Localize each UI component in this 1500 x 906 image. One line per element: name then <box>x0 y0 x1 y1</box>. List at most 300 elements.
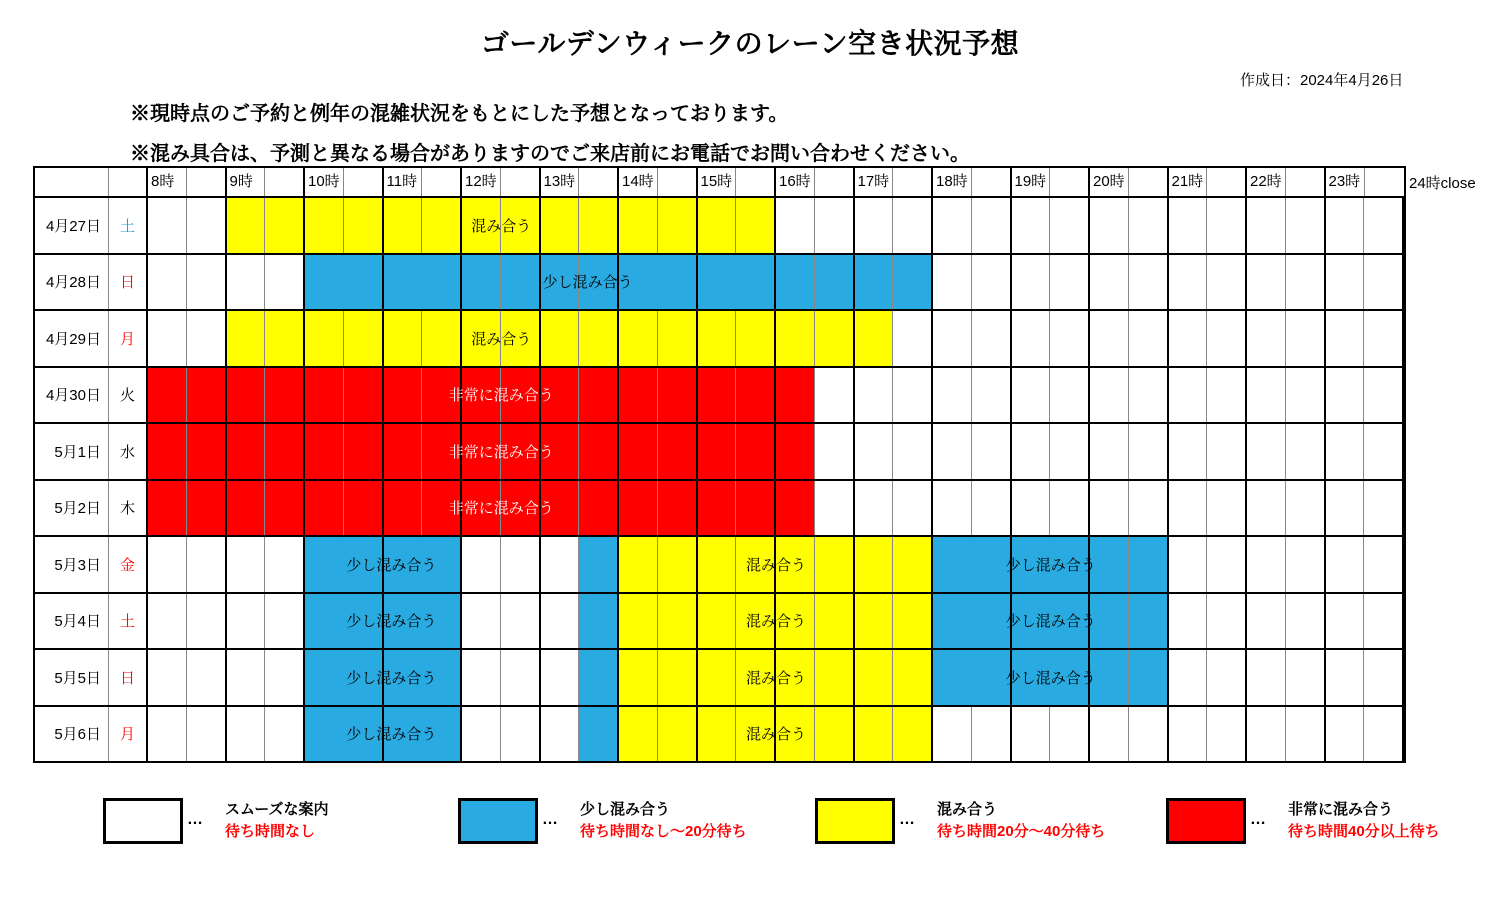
slot-cell <box>1090 424 1129 479</box>
slot-cell <box>1169 650 1208 705</box>
slot-cell <box>148 594 187 649</box>
slot-cell <box>1286 650 1326 705</box>
legend-level-label: 少し混み合う <box>580 801 671 818</box>
hour-label: 9時 <box>229 173 253 190</box>
hour-half-cell <box>893 168 933 196</box>
hour-column <box>541 168 620 196</box>
row-track <box>148 481 1404 536</box>
slot-cell <box>815 424 855 479</box>
date-label: 5月1日 <box>35 424 109 479</box>
legend-dots: … <box>1250 811 1267 828</box>
slot-cell <box>1286 424 1326 479</box>
legend-wait-label: 待ち時間なし～20分待ち <box>580 823 747 840</box>
slot-cell <box>855 650 894 705</box>
slot-cell <box>933 198 972 253</box>
hour-label: 18時 <box>936 173 968 190</box>
hour-half-cell <box>305 168 344 196</box>
segment-label: 少し混み合う <box>346 669 437 687</box>
slot-cell <box>148 368 187 423</box>
slot-cell <box>1012 255 1051 310</box>
slot-cell <box>1050 481 1090 536</box>
slot-cell <box>1247 707 1286 762</box>
slot-cell <box>384 255 423 310</box>
slot-cell <box>1247 311 1286 366</box>
slot-cell <box>148 707 187 762</box>
slot-cell <box>541 650 580 705</box>
hour-column <box>384 168 463 196</box>
slot-cell <box>1247 424 1286 479</box>
slot-cell <box>579 707 619 762</box>
slot-cell <box>658 707 698 762</box>
slot-cell <box>855 707 894 762</box>
slot-cell <box>1090 311 1129 366</box>
segment-label: 少し混み合う <box>1005 556 1096 574</box>
slot-cell <box>1207 255 1247 310</box>
hour-half-cell <box>541 168 580 196</box>
slot-cell <box>1129 481 1169 536</box>
slot-cell <box>344 255 384 310</box>
slot-cell <box>855 255 894 310</box>
slot-cell <box>265 537 305 592</box>
day-label: 月 <box>109 707 148 762</box>
hour-column <box>933 168 1012 196</box>
day-label: 月 <box>109 311 148 366</box>
slot-cell <box>501 707 541 762</box>
slot-cell <box>815 198 855 253</box>
legend-swatch-blue <box>458 798 538 844</box>
slot-cell <box>815 594 855 649</box>
slot-cell <box>1286 594 1326 649</box>
slot-cell <box>855 537 894 592</box>
legend-dots: … <box>542 811 559 828</box>
hour-half-cell <box>658 168 698 196</box>
slot-cell <box>658 368 698 423</box>
hour-column <box>855 168 934 196</box>
slot-cell <box>776 424 815 479</box>
day-label: 土 <box>109 198 148 253</box>
slot-cell <box>972 707 1012 762</box>
legend-swatch-white <box>103 798 183 844</box>
slot-cell <box>227 650 266 705</box>
slot-cell <box>736 255 776 310</box>
row-track <box>148 311 1404 366</box>
slot-cell <box>1326 368 1365 423</box>
slot-cell <box>698 707 737 762</box>
day-label: 土 <box>109 594 148 649</box>
hour-column <box>1326 168 1405 196</box>
slot-cell <box>187 537 227 592</box>
slot-cell <box>187 481 227 536</box>
slot-cell <box>698 537 737 592</box>
hour-half-cell <box>148 168 187 196</box>
slot-cell <box>776 368 815 423</box>
hour-half-cell <box>1090 168 1129 196</box>
slot-cell <box>1169 537 1208 592</box>
slot-cell <box>541 198 580 253</box>
slot-cell <box>1207 537 1247 592</box>
slot-cell <box>1364 650 1404 705</box>
slot-cell <box>462 650 501 705</box>
slot-cell <box>933 368 972 423</box>
slot-cell <box>1129 537 1169 592</box>
slot-cell <box>893 707 933 762</box>
slot-cell <box>265 198 305 253</box>
hour-half-cell <box>579 168 619 196</box>
hour-column <box>698 168 777 196</box>
slot-cell <box>658 255 698 310</box>
slot-cell <box>972 481 1012 536</box>
slot-cell <box>1326 311 1365 366</box>
hour-half-cell <box>344 168 384 196</box>
hour-label: 17時 <box>857 173 890 190</box>
slot-cell <box>1286 368 1326 423</box>
segment-label: 混み合う <box>745 726 807 744</box>
slot-cell <box>579 311 619 366</box>
slot-cell <box>658 650 698 705</box>
slot-cell <box>736 311 776 366</box>
slot-cell <box>893 537 933 592</box>
schedule-row <box>35 650 1404 707</box>
slot-cell <box>384 368 423 423</box>
slot-cell <box>344 481 384 536</box>
hour-half-cell <box>187 168 227 196</box>
slot-cell <box>736 368 776 423</box>
hour-label: 15時 <box>700 173 733 190</box>
hour-half-cell <box>227 168 266 196</box>
schedule-row <box>35 198 1404 255</box>
hour-label: 11時 <box>386 173 418 190</box>
day-label: 火 <box>109 368 148 423</box>
slot-cell <box>1169 707 1208 762</box>
slot-cell <box>1326 198 1365 253</box>
slot-cell <box>1286 707 1326 762</box>
slot-cell <box>1129 594 1169 649</box>
hour-column <box>1012 168 1091 196</box>
slot-cell <box>384 198 423 253</box>
slot-cell <box>815 537 855 592</box>
slot-cell <box>579 594 619 649</box>
slot-cell <box>187 707 227 762</box>
slot-cell <box>1169 368 1208 423</box>
hour-half-cell <box>776 168 815 196</box>
hour-label: 12時 <box>465 173 497 190</box>
slot-cell <box>227 311 266 366</box>
day-label: 日 <box>109 255 148 310</box>
slot-cell <box>893 650 933 705</box>
hour-column <box>1169 168 1248 196</box>
hour-label: 21時 <box>1171 173 1204 190</box>
slot-cell <box>579 368 619 423</box>
hour-label: 19時 <box>1014 173 1047 190</box>
schedule-row <box>35 481 1404 538</box>
slot-cell <box>462 537 501 592</box>
slot-cell <box>619 481 658 536</box>
slot-cell <box>1050 424 1090 479</box>
slot-cell <box>265 650 305 705</box>
slot-cell <box>1326 424 1365 479</box>
date-label: 4月27日 <box>35 198 109 253</box>
slot-cell <box>579 424 619 479</box>
slot-cell <box>698 650 737 705</box>
slot-cell <box>619 198 658 253</box>
slot-cell <box>462 594 501 649</box>
slot-cell <box>1012 424 1051 479</box>
slot-cell <box>1247 537 1286 592</box>
legend-wait-label: 待ち時間40分以上待ち <box>1288 823 1440 840</box>
slot-cell <box>187 198 227 253</box>
slot-cell <box>1050 368 1090 423</box>
row-track <box>148 368 1404 423</box>
slot-cell <box>501 594 541 649</box>
date-label: 5月4日 <box>35 594 109 649</box>
slot-cell <box>1247 255 1286 310</box>
slot-cell <box>1247 594 1286 649</box>
slot-cell <box>1326 650 1365 705</box>
segment-label: 混み合う <box>745 556 807 574</box>
slot-cell <box>227 255 266 310</box>
slot-cell <box>1286 255 1326 310</box>
hour-column <box>776 168 855 196</box>
slot-cell <box>227 707 266 762</box>
slot-cell <box>933 537 972 592</box>
legend-item-blue <box>458 797 798 852</box>
slot-cell <box>187 368 227 423</box>
slot-cell <box>265 424 305 479</box>
legend-item-yellow <box>815 797 1155 852</box>
slot-cell <box>776 255 815 310</box>
slot-cell <box>933 594 972 649</box>
slot-cell <box>736 481 776 536</box>
hour-label: 10時 <box>308 173 340 190</box>
slot-cell <box>265 311 305 366</box>
slot-cell <box>1326 537 1365 592</box>
slot-cell <box>1207 311 1247 366</box>
slot-cell <box>698 481 737 536</box>
slot-cell <box>344 198 384 253</box>
hour-half-cell <box>422 168 462 196</box>
slot-cell <box>698 368 737 423</box>
hour-column <box>1090 168 1169 196</box>
hour-half-cell <box>815 168 855 196</box>
date-label: 5月2日 <box>35 481 109 536</box>
slot-cell <box>1326 594 1365 649</box>
schedule-row <box>35 368 1404 425</box>
slot-cell <box>893 481 933 536</box>
slot-cell <box>1326 707 1365 762</box>
slot-cell <box>344 311 384 366</box>
slot-cell <box>265 255 305 310</box>
hour-half-cell <box>1129 168 1169 196</box>
slot-cell <box>187 594 227 649</box>
slot-cell <box>1364 481 1404 536</box>
slot-cell <box>815 368 855 423</box>
hour-header-row <box>35 168 1404 198</box>
slot-cell <box>1129 707 1169 762</box>
date-label: 5月6日 <box>35 707 109 762</box>
slot-cell <box>1326 255 1365 310</box>
row-track <box>148 424 1404 479</box>
segment-label: 少し混み合う <box>346 726 437 744</box>
slot-cell <box>1364 311 1404 366</box>
slot-cell <box>1169 424 1208 479</box>
slot-cell <box>305 311 344 366</box>
hour-half-cell <box>1286 168 1326 196</box>
day-label: 日 <box>109 650 148 705</box>
row-track <box>148 594 1404 649</box>
slot-cell <box>933 481 972 536</box>
slot-cell <box>1207 424 1247 479</box>
date-label: 5月3日 <box>35 537 109 592</box>
slot-cell <box>1012 198 1051 253</box>
date-label: 4月29日 <box>35 311 109 366</box>
slot-cell <box>148 537 187 592</box>
slot-cell <box>1050 707 1090 762</box>
slot-cell <box>305 650 344 705</box>
segment-label: 混み合う <box>745 613 807 631</box>
slot-cell <box>305 707 344 762</box>
schedule-row <box>35 311 1404 368</box>
slot-cell <box>1090 707 1129 762</box>
slot-cell <box>855 368 894 423</box>
legend-swatch-red <box>1166 798 1246 844</box>
hour-half-cell <box>1326 168 1366 196</box>
slot-cell <box>972 368 1012 423</box>
slot-cell <box>1090 537 1129 592</box>
slot-cell <box>698 594 737 649</box>
slot-cell <box>462 255 501 310</box>
segment-label: 少し混み合う <box>1005 669 1096 687</box>
slot-cell <box>541 594 580 649</box>
slot-cell <box>658 481 698 536</box>
slot-cell <box>1207 368 1247 423</box>
hour-label: 20時 <box>1093 173 1125 190</box>
slot-cell <box>1286 311 1326 366</box>
slot-cell <box>1286 198 1326 253</box>
slot-cell <box>698 198 737 253</box>
hour-label: 22時 <box>1250 173 1282 190</box>
segment-label: 少し混み合う <box>346 613 437 631</box>
slot-cell <box>148 424 187 479</box>
slot-cell <box>619 368 658 423</box>
slot-cell <box>501 537 541 592</box>
segment-label: 少し混み合う <box>1005 613 1096 631</box>
slot-cell <box>619 594 658 649</box>
slot-cell <box>619 707 658 762</box>
schedule-row <box>35 255 1404 312</box>
slot-cell <box>148 650 187 705</box>
segment-label: 少し混み合う <box>346 556 437 574</box>
slot-cell <box>1364 255 1404 310</box>
slot-cell <box>972 255 1012 310</box>
hour-half-cell <box>1207 168 1247 196</box>
slot-cell <box>227 594 266 649</box>
slot-cell <box>305 368 344 423</box>
slot-cell <box>815 707 855 762</box>
slot-cell <box>1169 311 1208 366</box>
slot-cell <box>776 481 815 536</box>
slot-cell <box>187 424 227 479</box>
day-label: 木 <box>109 481 148 536</box>
slot-cell <box>1169 594 1208 649</box>
slot-cell <box>579 198 619 253</box>
slot-cell <box>305 255 344 310</box>
slot-cell <box>855 424 894 479</box>
slot-cell <box>265 707 305 762</box>
slot-cell <box>501 650 541 705</box>
date-label: 4月28日 <box>35 255 109 310</box>
created-date: 作成日：2024年4月26日 <box>1240 72 1404 89</box>
slot-cell <box>422 198 462 253</box>
hour-half-cell <box>1169 168 1208 196</box>
slot-cell <box>1247 650 1286 705</box>
legend-level-label: 混み合う <box>937 801 998 818</box>
slot-cell <box>619 537 658 592</box>
slot-cell <box>815 650 855 705</box>
slot-cell <box>1012 481 1051 536</box>
hour-half-cell <box>933 168 972 196</box>
slot-cell <box>815 481 855 536</box>
date-label: 5月5日 <box>35 650 109 705</box>
slot-cell <box>1012 311 1051 366</box>
slot-cell <box>815 311 855 366</box>
slot-cell <box>619 311 658 366</box>
slot-cell <box>893 424 933 479</box>
hour-label: 8時 <box>151 173 175 190</box>
slot-cell <box>1364 198 1404 253</box>
slot-cell <box>148 481 187 536</box>
slot-cell <box>1129 650 1169 705</box>
hour-half-cell <box>501 168 541 196</box>
slot-cell <box>187 650 227 705</box>
slot-cell <box>855 481 894 536</box>
hour-half-cell <box>1012 168 1051 196</box>
legend-level-label: 非常に混み合う <box>1288 801 1394 818</box>
slot-cell <box>462 707 501 762</box>
slot-cell <box>227 424 266 479</box>
slot-cell <box>1247 368 1286 423</box>
slot-cell <box>1364 424 1404 479</box>
slot-cell <box>1207 707 1247 762</box>
hour-half-cell <box>972 168 1012 196</box>
legend-item-red <box>1166 797 1500 852</box>
hour-header-track <box>148 168 1404 196</box>
slot-cell <box>933 255 972 310</box>
slot-cell <box>933 707 972 762</box>
hour-half-cell <box>1365 168 1404 196</box>
slot-cell <box>1207 594 1247 649</box>
slot-cell <box>344 424 384 479</box>
schedule-row <box>35 424 1404 481</box>
slot-cell <box>384 424 423 479</box>
corner-day-cell <box>109 168 148 196</box>
slot-cell <box>541 707 580 762</box>
row-track <box>148 198 1404 253</box>
hour-column <box>1247 168 1326 196</box>
page-title: ゴールデンウィークのレーン空き状況予想 <box>480 28 1020 59</box>
slot-cell <box>815 255 855 310</box>
slot-cell <box>422 255 462 310</box>
slot-cell <box>1364 537 1404 592</box>
legend-item-white <box>103 797 443 852</box>
slot-cell <box>698 311 737 366</box>
day-label: 水 <box>109 424 148 479</box>
slot-cell <box>1326 481 1365 536</box>
slot-cell <box>227 537 266 592</box>
slot-cell <box>1169 198 1208 253</box>
slot-cell <box>579 650 619 705</box>
slot-cell <box>1129 198 1169 253</box>
slot-cell <box>855 594 894 649</box>
